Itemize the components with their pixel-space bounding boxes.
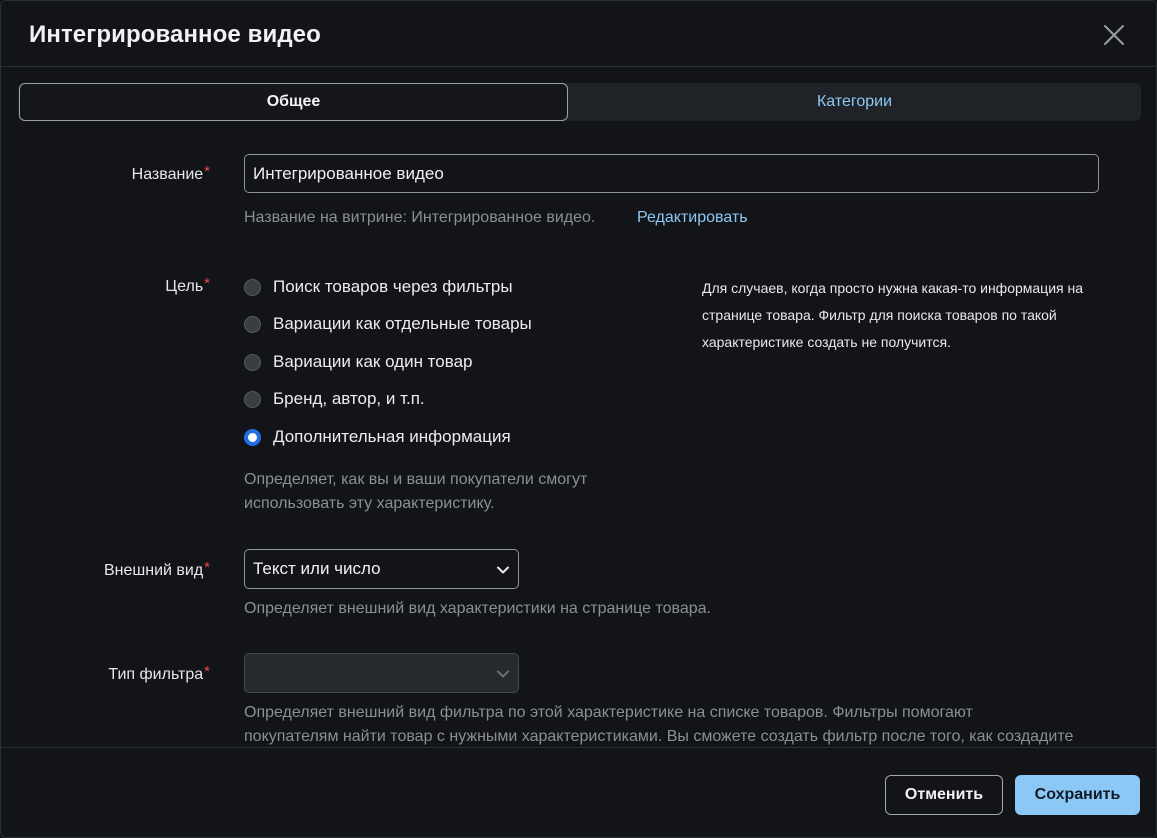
dialog-header [1,1,1156,67]
required-mark: * [204,275,210,292]
purpose-option-variations-single[interactable] [244,351,472,373]
close-icon [1102,23,1126,47]
filter-type-label-text: Тип фильтра [108,666,204,683]
save-button[interactable]: Сохранить [1015,775,1140,815]
purpose-option-additional-info[interactable] [244,426,511,448]
purpose-hint [244,468,587,516]
purpose-description-line: Для случаев, когда просто нужна какая-то информация на [702,280,1084,296]
radio-button[interactable] [244,279,261,296]
radio-button[interactable] [244,316,261,333]
filter-type-hint-line: покупателям найти товар с нужными характеристиками. Вы сможете создать фильтр после того, как создадите [244,728,1074,745]
purpose-label-text: Цель [165,278,204,295]
name-label [132,163,210,184]
radio-label: Вариации как отдельные товары [273,314,532,333]
purpose-description [702,275,1122,356]
purpose-description-line: странице товара. Фильтр для поиска товаров по такой [702,307,1057,323]
edit-name-link[interactable]: Редактировать [637,209,748,226]
required-mark: * [204,559,210,576]
dialog-title: Интегрированное видео [29,21,321,48]
appearance-select-value: Текст или число [253,559,381,578]
filter-type-hint-line: Определяет внешний вид фильтра по этой характеристике на списке товаров. Фильтры помогают [244,704,973,721]
filter-type-hint [244,701,1073,749]
cancel-button[interactable]: Отменить [885,775,1003,815]
chevron-down-icon [496,563,510,577]
required-mark: * [204,663,210,680]
chevron-down-icon [496,667,510,681]
purpose-option-brand[interactable] [244,388,425,410]
close-button[interactable] [1102,23,1126,47]
filter-type-select[interactable] [244,653,519,693]
radio-button-checked[interactable] [244,429,261,446]
appearance-hint: Определяет внешний вид характеристики на странице товара. [244,600,711,617]
name-input[interactable]: Интегрированное видео [244,154,1099,193]
radio-button[interactable] [244,391,261,408]
purpose-option-variations-separate[interactable] [244,313,532,335]
purpose-label [165,275,210,296]
filter-type-label [108,663,210,684]
purpose-description-line: характеристике создать не получится. [702,334,951,350]
radio-label: Дополнительная информация [273,427,511,446]
tab-general[interactable]: Общее [19,83,568,121]
purpose-option-filter-search[interactable] [244,276,513,298]
radio-label: Поиск товаров через фильтры [273,277,513,296]
required-mark: * [204,163,210,180]
name-hint: Название на витрине: Интегрированное видео. [244,209,596,226]
name-label-text: Название [131,166,204,183]
appearance-label-text: Внешний вид [103,562,204,579]
appearance-label [104,559,210,580]
tab-categories[interactable]: Категории [816,93,893,110]
radio-label: Бренд, автор, и т.п. [273,389,425,408]
purpose-hint-line: Определяет, как вы и ваши покупатели смогут [244,471,588,488]
radio-label: Вариации как один товар [273,352,473,371]
tab-bar [18,83,1141,121]
appearance-select[interactable] [244,549,519,589]
radio-button[interactable] [244,354,261,371]
purpose-hint-line: использовать эту характеристику. [244,495,495,512]
dialog-footer [1,747,1156,838]
